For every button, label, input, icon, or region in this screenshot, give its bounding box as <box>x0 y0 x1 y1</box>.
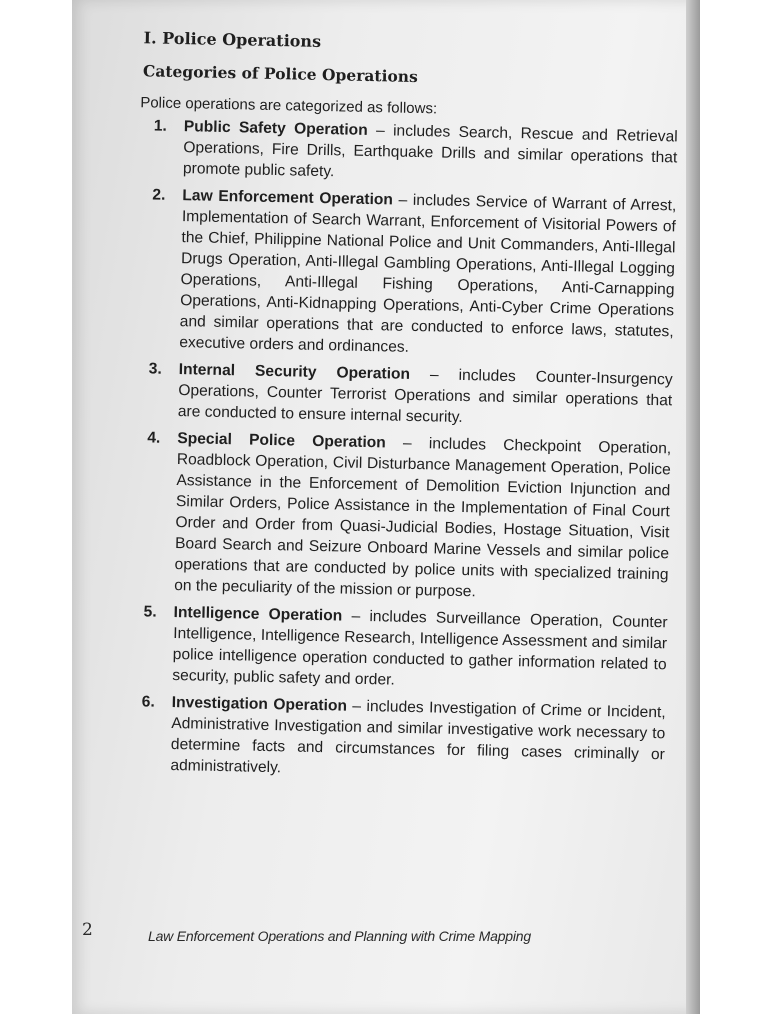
list-number: 4. <box>147 429 161 447</box>
operation-name: Special Police Operation <box>177 430 386 452</box>
book-title: Law Enforcement Operations and Planning with Crime Mapping <box>148 928 531 944</box>
list-number: 1. <box>153 117 168 135</box>
list-item-internal-security-operation <box>124 358 673 432</box>
list-item-special-police-operation <box>120 427 671 606</box>
subsection-title: Categories of Police Operations <box>142 61 418 86</box>
operation-description: – includes Checkpoint Operation, Roadblock Operation, Civil Disturbance Management Operation, Police Assistance in the Enforcement of Demolition Eviction Injunction and Similar Orders, Police Assistance in the Implementation of Final Court Order and Order from Quasi-Judicial Bodies, Hostage Situation, Visit Board Search and Seizure Onboard Marine Vessels and similar police operations that are conducted by police units with specialized training on the peculiarity of the mission or purpose. <box>174 434 672 601</box>
operation-description: – includes Surveillance Operation, Counter Intelligence, Intelligence Research, Intelligence Assessment and similar police intelligence operation conducted to gather information related to security, public safety and order. <box>172 607 668 689</box>
list-item-intelligence-operation <box>118 601 668 696</box>
list-number: 2. <box>152 186 166 204</box>
operation-description: – includes Counter-Insurgency Operations, Counter Terrorist Operations and similar operations that are conducted to ensure internal security. <box>177 365 673 427</box>
intro-text: Police operations are categorized as follows: <box>140 94 438 118</box>
operation-name: Public Safety Operation <box>183 118 368 139</box>
section-title: I. Police Operations <box>143 28 322 51</box>
page-edge-shadow <box>686 0 700 1014</box>
list-item-law-enforcement-operation <box>125 184 676 363</box>
operation-name: Law Enforcement Operation <box>182 187 394 209</box>
operation-name: Intelligence Operation <box>173 604 343 625</box>
list-item-public-safety-operation <box>129 115 678 189</box>
book-page <box>72 0 696 1014</box>
list-item-investigation-operation <box>116 691 666 786</box>
operations-list <box>116 115 678 786</box>
operation-name: Internal Security Operation <box>178 361 411 383</box>
operation-description: – includes Service of Warrant of Arrest, Implementation of Search Warrant, Enforcement of Visitorial Powers of the Chief, Philippine National Police and Unit Commanders, Anti-Illegal Drugs Operation, Anti-Illegal Gambling Operations, Anti-Illegal Logging Operations, Anti-Illegal Fishing Operations, Anti-Carnapping Operations, Anti-Kidnapping Operations, Anti-Cyber Crime Operations and similar operations that are conducted to enforce laws, statutes, executive orders and ordinances. <box>179 191 677 356</box>
operation-description: – includes Investigation of Crime or Incident, Administrative Investigation and similar investigative work necessary to determine facts and circumstances for filing cases criminally or administratively. <box>170 697 666 777</box>
list-number: 6. <box>141 693 155 711</box>
operation-description: – includes Search, Rescue and Retrieval Operations, Fire Drills, Earthquake Drills and similar operations that promote public safety. <box>182 121 678 181</box>
operation-name: Investigation Operation <box>171 693 348 715</box>
list-number: 3. <box>148 360 162 378</box>
page-content <box>116 22 680 792</box>
page-number: 2 <box>82 920 93 940</box>
list-number: 5. <box>143 603 157 621</box>
